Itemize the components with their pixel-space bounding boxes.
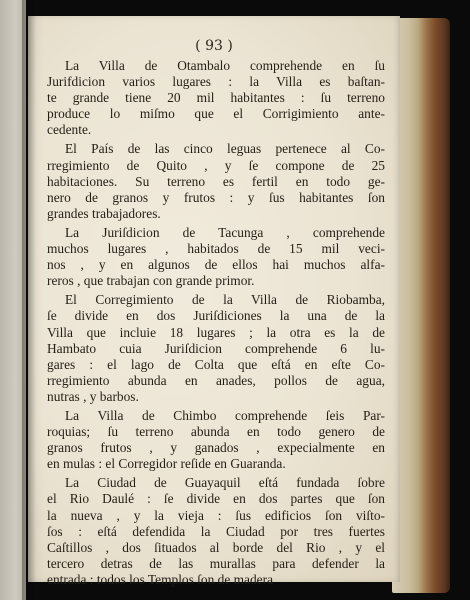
text-line: en mulas : el Corregidor reſide en Guaranda. bbox=[47, 456, 286, 472]
text-line: El País de las cinco leguas pertenece al Co- bbox=[65, 141, 385, 157]
text-line: te grande tiene 20 mil habitantes : ſu terreno bbox=[47, 90, 385, 106]
text-line: nos , y en algunos de ellos hai muchos alfa- bbox=[47, 257, 385, 273]
text-line: reros , que trabajan con grande primor. bbox=[47, 273, 255, 289]
text-line: gares : el lago de Colta que eſtá en eſte Co- bbox=[47, 356, 385, 372]
text-line: granos frutos , y ganados , expecialmente en bbox=[47, 440, 385, 456]
text-line: Jurifdicion varios lugares : la Villa es baſtan- bbox=[47, 74, 385, 90]
paragraph bbox=[47, 141, 385, 221]
text-line: rregimiento abunda en anades, pollos de agua, bbox=[47, 372, 385, 388]
paragraph bbox=[47, 475, 385, 588]
spine-shadow bbox=[22, 0, 36, 600]
text-line: Villa que incluie 18 lugares ; la otra es la de bbox=[47, 324, 385, 340]
text-line: Caſtillos , dos ſituados al borde del Rio , y el bbox=[47, 539, 385, 555]
text-line: La Ciudad de Guayaquil eſtá fundada ſobre bbox=[65, 475, 385, 491]
text-line: produce lo miſmo que el Corrigimiento ante- bbox=[47, 106, 385, 122]
paragraph bbox=[47, 408, 385, 472]
text-line: nutras , y barbos. bbox=[47, 388, 139, 404]
paragraph bbox=[47, 292, 385, 405]
text-line: El Corregimiento de la Villa de Riobamba, bbox=[65, 292, 385, 308]
paragraph bbox=[47, 225, 385, 289]
page-edges-and-cover bbox=[392, 18, 450, 593]
text-line: la nueva , y la vieja : ſus edificios ſon viſto- bbox=[47, 507, 385, 523]
book-page bbox=[28, 16, 400, 587]
paragraph bbox=[47, 58, 385, 138]
text-line: Hambato cuia Juriſdicion comprehende 6 lu- bbox=[47, 340, 385, 356]
text-line: entrada : todos los Templos ſon de madera bbox=[47, 571, 274, 587]
text-line: ſos : eſtá defendida la Ciudad por tres fuertes bbox=[47, 523, 385, 539]
page-number: ( 93 ) bbox=[195, 38, 233, 54]
text-line: La Villa de Otambalo comprehende en ſu bbox=[65, 58, 385, 73]
text-line: tercero detras de las murallas para defender la bbox=[47, 555, 385, 571]
text-line: el Rio Daulé : ſe divide en dos partes que ſon bbox=[47, 491, 385, 507]
text-line: cedente. bbox=[47, 122, 92, 138]
text-line: muchos lugares , habitados de 15 mil veci- bbox=[47, 241, 385, 257]
page-text bbox=[47, 58, 385, 591]
text-line: La Juriſdicion de Tacunga , comprehende bbox=[65, 224, 385, 240]
text-line: rregimiento de Quito , y ſe compone de 25 bbox=[47, 157, 385, 173]
text-line: La Villa de Chimbo comprehende ſeis Par- bbox=[65, 407, 385, 423]
text-line: ſe divide en dos Juriſdiciones la una de la bbox=[47, 308, 385, 324]
text-line: roquias; ſu terreno abunda en todo genero de bbox=[47, 424, 385, 440]
text-line: nero de granos y frutos : y ſus habitantes ſon bbox=[47, 189, 385, 205]
text-line: habitaciones. Su terreno es fertil en todo ge- bbox=[47, 173, 385, 189]
text-line: grandes trabajadores. bbox=[47, 205, 161, 221]
